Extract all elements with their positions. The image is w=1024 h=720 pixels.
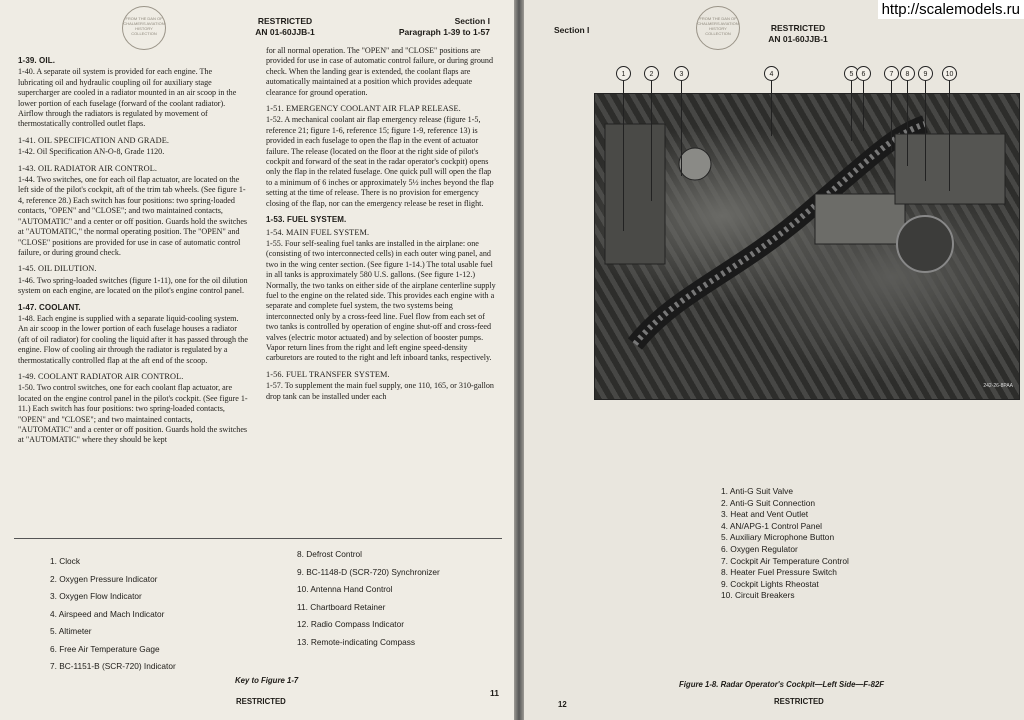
restricted-label: RESTRICTED (257, 16, 313, 26)
callout-leader-line (771, 81, 772, 136)
paragraph-text: 1-52. A mechanical coolant air flap emergency release (figure 1-5, reference 21; figure 1-6, reference 15; figure 1-9, reference 13) is provided in each fuselage to open the flap in the event of actuator failure. The release (located on the floor at the right side of pilot's cockpit and forward of the seat in the radar operator's cockpit) opens only the flap in the related fuselage. One quick pull will open the flap to a minimum of 6 inches or approximately 5½ inches beyond the flap setting at the time of release. There is no provision for emergency closing of the flap, nor can the emergency release be reset in flight. (266, 115, 494, 208)
key-item: 8. Defrost Control (297, 549, 363, 559)
callout-number: 3 (674, 66, 689, 81)
photo-id: 242-26-8PAA (983, 383, 1013, 389)
paragraph-heading: 1-43. OIL RADIATOR AIR CONTROL. (18, 163, 158, 173)
paragraph-text: 1-48. Each engine is supplied with a separate liquid-cooling system. An air scoop in the lower portion of each fuselage houses a radiator (aft of oil radiator) for cooling the liquid after it has passed through the engine. Flow of cooling air through the radiator is regulated by a thermostatically controlled flap at the aft end of the scoop. (18, 313, 248, 365)
figure-key-right-column (297, 546, 440, 651)
figure-key-item: 3. Heat and Vent Outlet (721, 509, 809, 520)
paragraph-gap (18, 366, 248, 370)
callout-leader-line (681, 81, 682, 176)
key-item: 11. Chartboard Retainer (297, 601, 386, 612)
figure-key-item: 10. Circuit Breakers (721, 590, 795, 601)
seal-text: FROM THE DAN OF CHALMERS AVIATION HISTORY COLLECTION (123, 16, 165, 36)
paragraph-gap (18, 130, 248, 134)
figure-key (721, 486, 849, 602)
callout-leader-line (891, 81, 892, 151)
paragraph-text: 1-42. Oil Specification AN-O-8, Grade 1120. (18, 147, 165, 157)
collection-seal (696, 6, 740, 50)
callout-number: 9 (918, 66, 933, 81)
photo-callouts (594, 60, 1018, 180)
callout-number: 2 (644, 66, 659, 81)
section-label: Section I (454, 16, 490, 26)
key-caption: Key to Figure 1-7 (235, 676, 299, 685)
watermark: http://scalemodels.ru (878, 0, 1024, 19)
book-gutter (514, 0, 524, 720)
paragraph-gap (18, 446, 248, 450)
paragraph-heading: 1-56. FUEL TRANSFER SYSTEM. (266, 369, 390, 379)
paragraph-heading: 1-47. COOLANT. (18, 302, 81, 312)
paragraph-gap (266, 402, 498, 406)
figure-key-item: 1. Anti-G Suit Valve (721, 486, 793, 496)
key-item: 3. Oxygen Flow Indicator (50, 591, 142, 601)
paragraph-text: 1-46. Two spring-loaded switches (figure 1-11), one for the oil dilution system on each engine, are located on the pilot's engine control panel. (18, 275, 248, 296)
callout-leader-line (949, 81, 950, 191)
paragraph-heading: 1-51. EMERGENCY COOLANT AIR FLAP RELEASE. (266, 104, 461, 114)
paragraph-gap (266, 98, 498, 102)
paragraph-gap (18, 258, 248, 262)
callout-number: 6 (856, 66, 871, 81)
footer-restricted: RESTRICTED (236, 697, 286, 706)
page-header-right (390, 16, 490, 38)
callout-leader-line (907, 81, 908, 166)
paragraph-heading: 1-41. OIL SPECIFICATION AND GRADE. (18, 135, 170, 145)
key-item: 5. Altimeter (50, 626, 92, 636)
key-divider (14, 538, 502, 539)
key-item: 1. Clock (50, 556, 80, 566)
key-item: 13. Remote-indicating Compass (297, 636, 416, 647)
key-item: 12. Radio Compass Indicator (297, 619, 404, 629)
text-column-right (266, 46, 498, 406)
seal-text: FROM THE DAN OF CHALMERS AVIATION HISTORY COLLECTION (697, 16, 739, 36)
paragraph-heading: 1-45. OIL DILUTION. (18, 264, 97, 274)
paragraph-text: 1-44. Two switches, one for each oil flap actuator, are located on the left side of the pilot's cockpit, aft of the trim tab wheels. (See figure 1-4, reference 28.) Each switch has four positions: two spring-loaded contacts, "OPEN" and "CLOSE"; and two maintained contacts, "AUTOMATIC" and a center or off position. Guards hold the switches at "AUTOMATIC," the normal operating position. The "OPEN" and "CLOSE" positions are provided for use in case of automatic control failure, or during ground check. (18, 175, 248, 257)
page-header-center (756, 23, 840, 45)
page-number: 12 (558, 700, 567, 709)
key-item: 10. Antenna Hand Control (297, 584, 393, 594)
control-panel-shape (815, 194, 905, 244)
paragraph-range: Paragraph 1-39 to 1-57 (398, 27, 490, 37)
collection-seal (122, 6, 166, 50)
paragraph-gap (18, 297, 248, 301)
figure-key-item: 9. Cockpit Lights Rheostat (721, 578, 819, 589)
key-item: 4. Airspeed and Mach Indicator (50, 608, 165, 619)
callout-number: 10 (942, 66, 957, 81)
callout-number: 8 (900, 66, 915, 81)
paragraph-text: for all normal operation. The "OPEN" and "CLOSE" positions are provided for use in case of automatic control failure, or during ground check. When the landing gear is extended, the coolant flaps are automatically maintained at a position which provides adequate clearance for ground operation. (266, 46, 494, 97)
figure-key-item: 7. Cockpit Air Temperature Control (721, 555, 849, 566)
paragraph-gap (266, 209, 498, 213)
section-label: Section I (554, 25, 590, 35)
paragraph-heading: 1-53. FUEL SYSTEM. (266, 215, 347, 225)
footer-restricted: RESTRICTED (774, 697, 824, 706)
paragraph-text: 1-40. A separate oil system is provided for each engine. The lubricating oil and hydraulic coupling oil for auxiliary stage supercharger are cooled in a radiator mounted in an air scoop in the lower portion of each fuselage (forward of the coolant radiator). Airflow through the radiators is regulated by movement of thermostatically controlled outlet flaps. (18, 67, 237, 129)
callout-number: 1 (616, 66, 631, 81)
callout-leader-line (925, 81, 926, 181)
figure-key-item: 6. Oxygen Regulator (721, 543, 798, 554)
figure-key-item: 5. Auxiliary Microphone Button (721, 532, 835, 543)
key-item: 7. BC-1151-B (SCR-720) Indicator (50, 661, 176, 671)
paragraph-heading: 1-54. MAIN FUEL SYSTEM. (266, 227, 370, 237)
figure-key-item: 2. Anti-G Suit Connection (721, 497, 816, 508)
callout-number: 5 (844, 66, 859, 81)
key-item: 2. Oxygen Pressure Indicator (50, 573, 158, 584)
paragraph-gap (18, 158, 248, 162)
key-item: 9. BC-1148-D (SCR-720) Synchronizer (297, 566, 440, 577)
figure-caption: Figure 1-8. Radar Operator's Cockpit—Left Side—F-82F (679, 680, 885, 689)
figure-key-item: 4. AN/APG-1 Control Panel (721, 520, 823, 531)
doc-number: AN 01-60JJB-1 (255, 27, 315, 37)
callout-leader-line (623, 81, 624, 231)
callout-number: 4 (764, 66, 779, 81)
key-item: 6. Free Air Temperature Gage (50, 643, 160, 654)
paragraph-text: 1-50. Two control switches, one for each coolant flap actuator, are located on the engine control panel in the pilot's cockpit. (See figure 1-11.) Each switch has four positions: two spring-loaded contacts, "OPEN" and "CLOSE"; and two maintained contacts, "AUTOMATIC" and a center or off position. Guards hold the switches at "AUTOMATIC" where they should be kept (18, 383, 248, 445)
callout-leader-line (863, 81, 864, 131)
callout-leader-line (651, 81, 652, 201)
page-number: 11 (490, 688, 499, 698)
callout-leader-line (851, 81, 852, 141)
paragraph-heading: 1-39. OIL. (18, 56, 56, 65)
text-column-left (18, 54, 248, 450)
callout-number: 7 (884, 66, 899, 81)
regulator-shape (897, 216, 953, 272)
page-header-center (245, 16, 325, 38)
restricted-label: RESTRICTED (770, 23, 826, 33)
paragraph-text: 1-55. Four self-sealing fuel tanks are installed in the airplane: one (consisting of two interconnected cells) in each outer wing panel, and two in the wing center section. (See figure 1-14.) The total usable fuel in all tanks is approximately 580 U.S. gallons. (See figure 1-12.) Normally, the two tanks on either side of the airplane centerline supply fuel to the engine on the related side. This provides each engine with a separate and complete fuel system, the two systems being interconnected only by a cross-feed line. Fuel flow from each set of two tanks is controlled by operation of engine shut-off and cross-feed valves (electric motor actuated) and by selection of booster pumps. Vapor return lines from the right and left engine speed-density carburetors are routed to the right and left inboard tanks, respectively. (266, 238, 496, 363)
paragraph-gap (266, 364, 498, 368)
right-page (524, 0, 1024, 720)
doc-number: AN 01-60JJB-1 (768, 34, 828, 44)
paragraph-text: 1-57. To supplement the main fuel supply, one 110, 165, or 310-gallon drop tank can be installed under each (266, 381, 494, 401)
figure-key-item: 8. Heater Fuel Pressure Switch (721, 567, 837, 578)
paragraph-heading: 1-49. COOLANT RADIATOR AIR CONTROL. (18, 371, 184, 381)
figure-key-left-column (50, 553, 176, 676)
